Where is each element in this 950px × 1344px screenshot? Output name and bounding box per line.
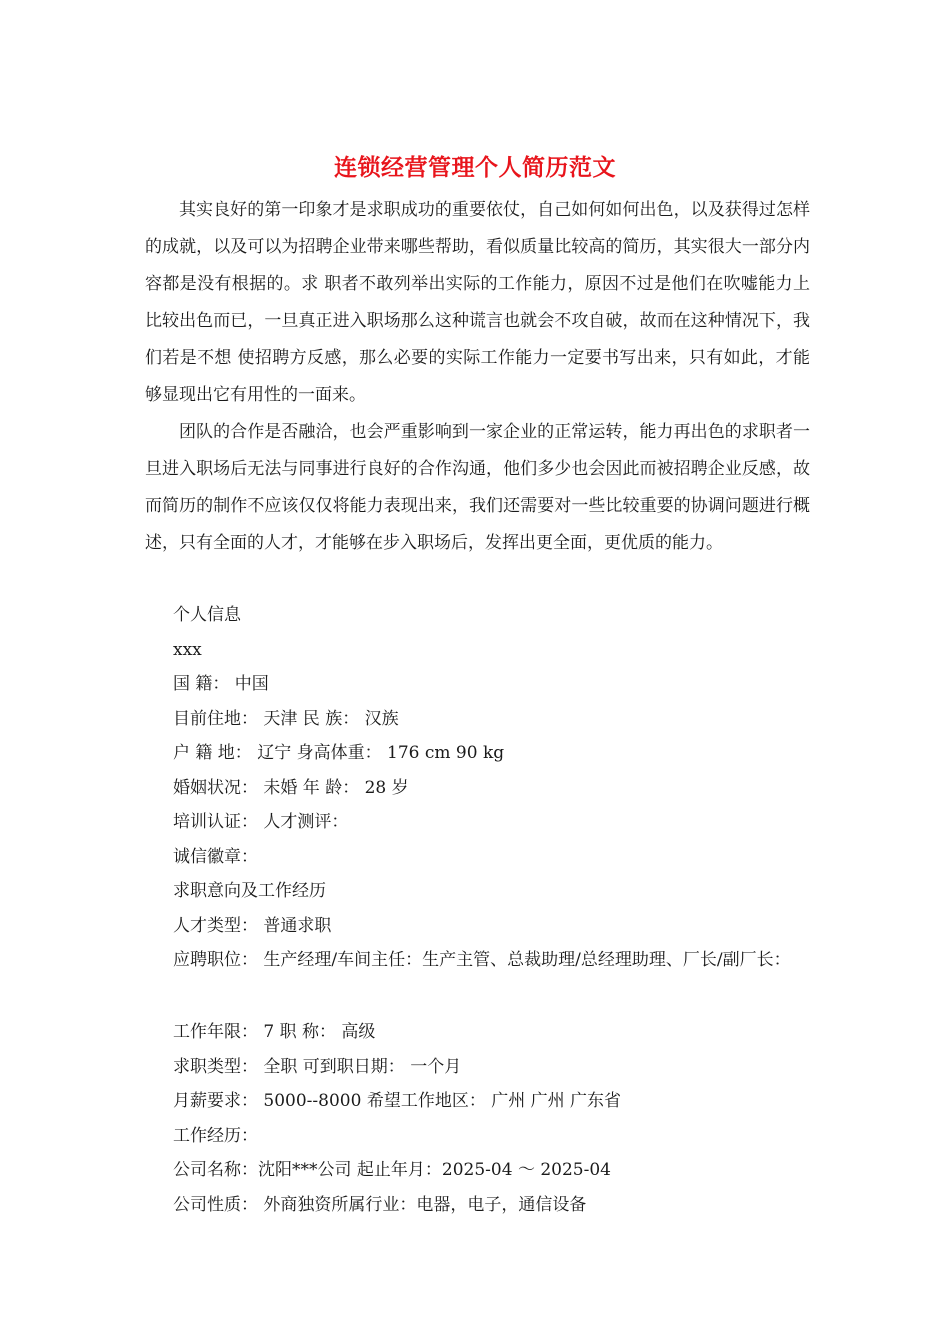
nationality-line: 国 籍： 中国 xyxy=(173,674,269,694)
applied-position-line: 应聘职位： 生产经理/车间主任：生产主管、总裁助理/总经理助理、厂长/副厂长： xyxy=(173,950,791,970)
resume-name: xxx xyxy=(173,640,202,660)
job-type-availability-line: 求职类型： 全职 可到职日期： 一个月 xyxy=(173,1057,462,1077)
company-name-line: 公司名称：沈阳***公司 起止年月：2025-04 ～ 2025-04 xyxy=(173,1160,611,1180)
section-heading-job-intent: 求职意向及工作经历 xyxy=(173,881,326,901)
residence-ethnicity-line: 目前住地： 天津 民 族： 汉族 xyxy=(173,709,399,729)
work-years-title-line: 工作年限： 7 职 称： 高级 xyxy=(173,1022,376,1042)
marital-age-line: 婚姻状况： 未婚 年 龄： 28 岁 xyxy=(173,778,409,798)
talent-type-line: 人才类型： 普通求职 xyxy=(173,916,332,936)
document-title: 连锁经营管理个人简历范文 xyxy=(334,154,616,181)
training-certification-line: 培训认证： 人才测评： xyxy=(173,812,349,832)
section-heading-personal-info: 个人信息 xyxy=(173,605,241,625)
teamwork-paragraph: 团队的合作是否融洽，也会严重影响到一家企业的正常运转，能力再出色的求职者一旦进入职场后无法与同事进行良好的合作沟通，他们多少也会因此而被招聘企业反感，故而简历的制作不应该仅仅将能力表现出来，我们还需要对一些比较重要的协调问题进行概述，只有全面的人才，才能够在步入职场后，发挥出更全面，更优质的能力。 xyxy=(145,422,810,553)
hukou-height-weight-line: 户 籍 地： 辽宁 身高体重： 176 cm 90 kg xyxy=(173,743,505,763)
credit-badge-line: 诚信徽章： xyxy=(173,847,258,867)
intro-paragraph: 其实良好的第一印象才是求职成功的重要依仗，自己如何如何出色，以及获得过怎样的成就，以及可以为招聘企业带来哪些帮助，看似质量比较高的简历，其实很大一部分内容都是没有根据的。求 职者不敢列举出实际的工作能力，原因不过是他们在吹嘘能力上比较出色而已，一旦真正进入职场那么这种谎言也就会不攻自破，故而在这种情况下，我们若是不想 使招聘方反感，那么必要的实际工作能力一定要书写出来，只有如此，才能够显现出它有用性的一面来。 xyxy=(145,200,810,405)
work-history-heading: 工作经历： xyxy=(173,1126,258,1146)
salary-location-line: 月薪要求： 5000--8000 希望工作地区： 广州 广州 广东省 xyxy=(173,1091,622,1111)
company-type-line: 公司性质： 外商独资所属行业：电器，电子，通信设备 xyxy=(173,1195,587,1215)
